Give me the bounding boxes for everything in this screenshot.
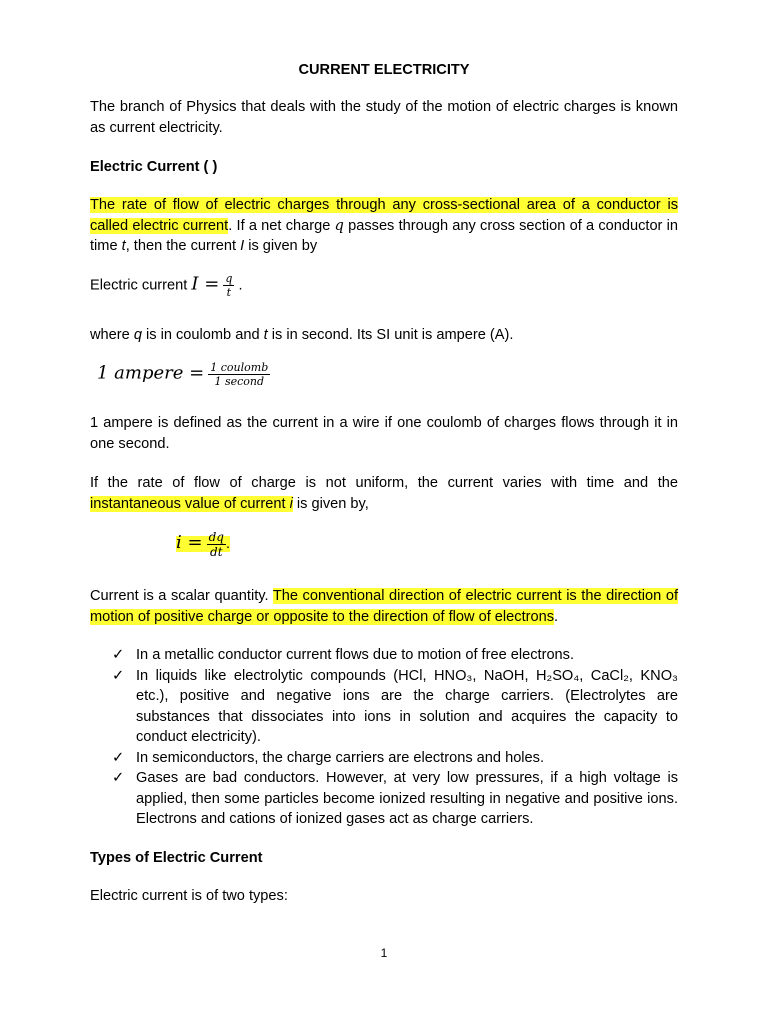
definition-paragraph: The rate of flow of electric charges through any cross-sectional area of a conductor is called electric current. If a net charge q passes through any cross section of a conductor in time t, then the current I is given by <box>90 197 679 254</box>
definition-highlight: The rate of flow of electric charges through any cross-sectional area of a conductor is called electric current <box>90 197 678 234</box>
document-title: CURRENT ELECTRICITY <box>298 62 470 78</box>
list-item: ✓ In a metallic conductor current flows due to motion of free electrons. <box>112 645 678 666</box>
direction-highlight: The conventional direction of electric current is the direction of motion of positive charge or opposite to the direction of flow of electrons <box>90 588 679 625</box>
charge-carriers-list <box>112 645 678 830</box>
types-heading: Types of Electric Current <box>90 850 263 866</box>
page-number: 1 <box>380 946 388 960</box>
list-item: ✓ In liquids like electrolytic compounds (HCl, HNO₃, NaOH, H₂SO₄, CaCl₂, KNO₃ etc.), positive and negative ions are the charge carriers. (Electrolytes are substances that dissociates into ions in solution and acquires the capacity to conduct electricity). <box>112 667 678 745</box>
list-item: ✓ Gases are bad conductors. However, at very low pressures, if a high voltage is applied, then some particles become ionized resulting in negative and positive ions. Electrons and cations of ionized gases act as charge carriers. <box>112 770 678 827</box>
equation-current: Electric current I = $\frac{q}{t}$ . <box>90 272 243 299</box>
checkmark-icon: ✓ <box>112 647 125 663</box>
electric-current-heading: Electric Current ( ) <box>90 159 218 175</box>
types-intro: Electric current is of two types: <box>90 888 288 904</box>
instantaneous-highlight: instantaneous value of current i <box>90 495 293 512</box>
nonuniform-paragraph: If the rate of flow of charge is not uniform, the current varies with time and the instantaneous value of current i is given by, <box>90 475 678 512</box>
equation-instantaneous: i = $\frac{dq}{dt}$ . <box>176 530 231 559</box>
si-unit-line: where q is in coulomb and t is in second. Its SI unit is ampere (A). <box>90 327 514 343</box>
fraction-q-over-t: $\frac{q}{t}$ <box>225 272 233 299</box>
list-item: ✓ In semiconductors, the charge carriers are electrons and holes. <box>112 748 678 769</box>
checkmark-icon: ✓ <box>112 749 125 766</box>
fraction-dq-over-dt: $\frac{dq}{dt}$ <box>208 530 224 559</box>
checkmark-icon: ✓ <box>112 770 125 786</box>
fraction-coulomb-over-second: $\frac{\text{1 coulomb}}{\text{1 second}}$ <box>210 361 269 388</box>
intro-paragraph: The branch of Physics that deals with the study of the motion of electric charges is known as current electricity. <box>90 99 678 136</box>
equation-ampere: 1 ampere = $\frac{\text{1 coulomb}}{\text{1 second}}$ <box>97 361 269 388</box>
scalar-paragraph: Current is a scalar quantity. The conventional direction of electric current is the direction of motion of positive charge or opposite to the direction of flow of electrons. <box>90 588 679 625</box>
checkmark-icon: ✓ <box>112 667 125 684</box>
ampere-definition: 1 ampere is defined as the current in a wire if one coulomb of charges flows through it in one second. <box>90 415 678 452</box>
